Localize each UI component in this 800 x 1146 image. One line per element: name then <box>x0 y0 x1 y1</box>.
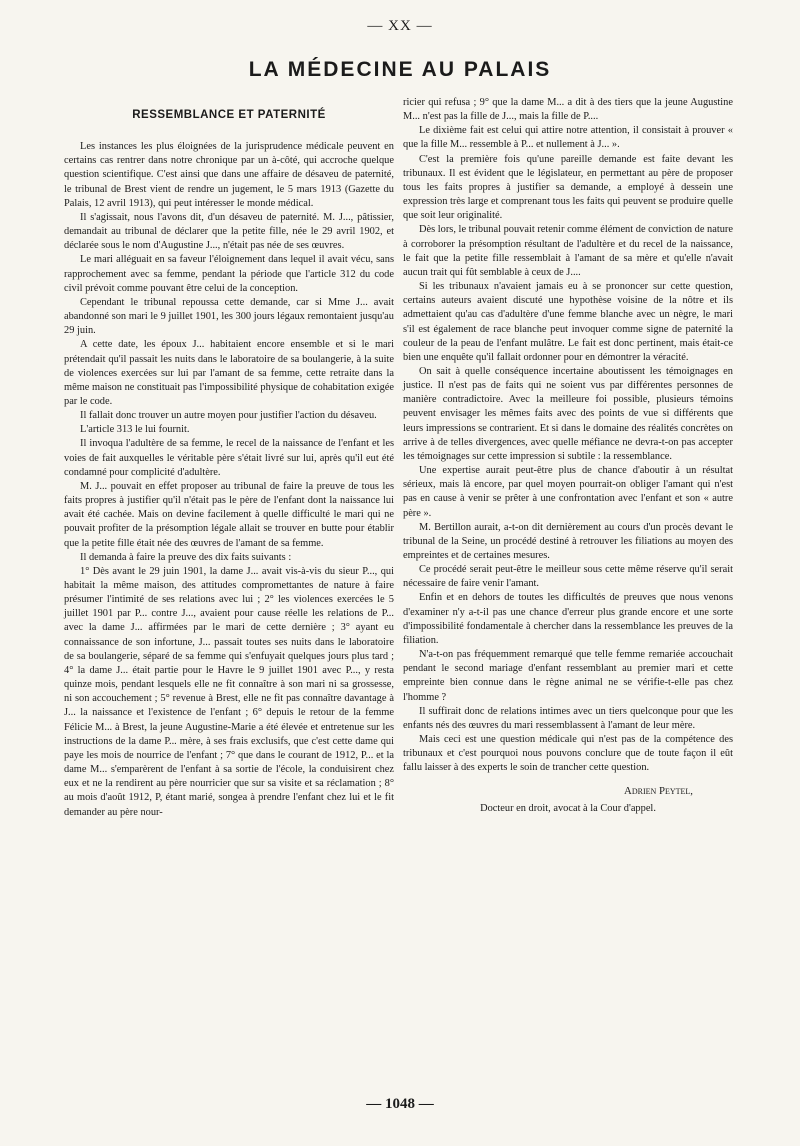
paragraph: Une expertise aurait peut-être plus de chance d'aboutir à un résultat sérieux, mais là encore, par quel moyen pourrait-on obliger l'amant qui n'est pas en cause à venir se prêter à une confrontation avec l'enfant et son « autre père ». <box>403 465 733 519</box>
left-column <box>64 96 394 820</box>
paragraph: 1° Dès avant le 29 juin 1901, la dame J... avait vis-à-vis du sieur P..., qui habitait la même maison, des attitudes compromettantes de nature à faire présumer l'intimité de ses relations avec lui ; 2° les violences exercées le 5 juillet 1901 par P... contre J..., avaient pour cause réelle les relations de P... avec la dame J... affirmées par le mari de cette dernière ; 3° ayant eu connaissance de son infortune, J... passait toutes ses nuits dans le laboratoire de sa boulangerie, séparé de sa femme qui s'enfuyait quelques jours plus tard ; 4° la dame J... était partie pour le Havre le 9 juillet 1901 avec P..., y resta quinze mois, pendant lesquels elle ne fit connaître à son mari ni sa grossesse, ni son accouchement ; 5° revenue à Brest, elle ne fit pas connaître davantage à J... la naissance et l'existence de l'enfant ; 6° depuis le retour de la femme Félicie M... à Brest, la jeune Augustine-Marie a été élevée et entretenue sur les instructions de la dame P... mère, à ses frais exclusifs, que c'est cette dame qui paye les mois de nourrice de l'enfant ; 7° que dans le courant de 1912, P... et la dame M... s'emparèrent de l'enfant à sa sortie de l'école, la conduisirent chez eux et ne la rendirent au père nourricier que sur sa visite et sa réclamation ; 8° au mois d'août 1912, P, étant marié, songea à prendre l'enfant chez lui et le fit demander au père nour- <box>64 565 394 818</box>
paragraph: Les instances les plus éloignées de la jurisprudence médicale peuvent en certains cas rentrer dans notre chronique par un à-côté, qui accroche quelque question scientifique. C'est ainsi que dans une affaire de désaveu de paternité, le tribunal de Brest vient de rendre un jugement, le 5 mars 1913 (Gazette du Palais, 12 avril 1913), qui peut intéresser le monde médical. <box>64 141 394 209</box>
paragraph: Le dixième fait est celui qui attire notre attention, il consistait à prouver « que la fille M... ressemble à P... et nullement à J... ». <box>403 125 733 151</box>
paragraph: Le mari alléguait en sa faveur l'éloignement dans lequel il avait vécu, sans rapprochement avec sa femme, pendant la période que l'article 312 du code civil prévoit comme pouvant être celui de la conception. <box>64 254 394 294</box>
paragraph: M. J... pouvait en effet proposer au tribunal de faire la preuve de tous les faits propres à justifier qu'il n'était pas le père de l'enfant dont la naissance lui avait été cachée. Mais on devine facilement à quelle difficulté le mari qui ne pouvait profiter de la présomption légale allait se trouver en butte pour établir que la petite fille était née des œuvres de l'amant de sa femme. <box>64 480 394 549</box>
roman-folio: — XX — <box>367 18 433 34</box>
paragraph: M. Bertillon aurait, a-t-on dit dernièrement au cours d'un procès devant le tribunal de la Seine, un procédé destiné à retrouver les filiations au moyen des empreintes et de certaines mesures. <box>403 521 733 561</box>
paragraph: N'a-t-on pas fréquemment remarqué que telle femme remariée accouchait pendant le second mariage d'enfant ressemblant au premier mari et cette empreinte bien connue dans le règne animal ne se vérifie-t-elle pas chez l'homme ? <box>403 649 733 703</box>
paragraph: A cette date, les époux J... habitaient encore ensemble et si le mari prétendait qu'il passait les nuits dans le laboratoire de sa boulangerie, à la suite de violences exercées sur lui par l'amant de sa femme, cette retraite dans la même maison ne constituait pas l'impossibilité physique de cohabitation exigée par le code. <box>64 339 394 407</box>
paragraph: Il s'agissait, nous l'avons dit, d'un désaveu de paternité. M. J..., pâtissier, demandait au tribunal de déclarer que la petite fille, née le 29 avril 1902, et déclarée sous le nom d'Augustine J..., n'était pas née de ses œuvres. <box>64 211 394 252</box>
author-signature: Adrien Peytel, <box>624 784 693 797</box>
paragraph: L'article 313 le lui fournit. <box>80 424 190 436</box>
paragraph: Dès lors, le tribunal pouvait retenir comme élément de conviction de nature à corroborer la présomption résultant de l'adultère et du recel de la naissance, le fait que la petite fille ressemblait à l'amant de sa mère et qu'elle n'avait aucun trait qui fût semblable à ceux de J.... <box>403 224 733 278</box>
paragraph: Il suffirait donc de relations intimes avec un tiers quelconque pour que les enfants nés des œuvres du mari ressemblassent à l'amant de leur mère. <box>403 705 733 731</box>
article-title: RESSEMBLANCE ET PATERNITÉ <box>132 109 326 121</box>
section-masthead: LA MÉDECINE AU PALAIS <box>248 58 552 81</box>
paragraph: C'est la première fois qu'une pareille demande est faite devant les tribunaux. Il est évident que le législateur, en permettant au père de proposer tous les faits propres à justifier sa demande, a employé à dessein une expression très large et comprenant tous les faits qui peuvent se produire quelle que soit leur originalité. <box>403 153 733 222</box>
paragraph: Ce procédé serait peut-être le meilleur sous cette même réserve qu'il serait nécessaire de faire venir l'amant. <box>403 564 733 590</box>
paragraph: Il demanda à faire la preuve des dix faits suivants : <box>80 551 292 563</box>
author-credentials: Docteur en droit, avocat à la Cour d'appel. <box>480 802 656 814</box>
page-number: — 1048 — <box>366 1096 434 1112</box>
paragraph: Cependant le tribunal repoussa cette demande, car si Mme J... avait abandonné son mari le 9 juillet 1901, les 300 jours légaux remontaient jusqu'au 29 juin. <box>64 296 394 337</box>
paragraph: On sait à quelle conséquence incertaine aboutissent les témoignages en justice. Il n'est pas de faits qui ne soient vus par différentes personnes de manière contradictoire. Avec la meilleure foi possible, plusieurs témoins peuvent envisager les mêmes faits avec des points de vue si différents que leurs impressions se contrarient. Et si dans le domaine des réalités concrètes on arrive à de telles divergences, avec quelle méfiance ne devra-t-on pas accepter les témoignages sur cette impression si subtile : la ressemblance. <box>403 365 733 462</box>
paragraph: Si les tribunaux n'avaient jamais eu à se prononcer sur cette question, certains auteurs avaient discuté une hypothèse voisine de la nôtre et ils admettaient qu'au cas d'adultère d'une femme blanche avec un nègre, le mari s'il est également de race blanche peut invoquer comme signe de paternité la couleur de la peau de l'enfant mulâtre. Le fait est donc pertinent, mais était-ce bien une enquête qu'il fallait ordonner pour en démontrer la véracité. <box>403 281 733 363</box>
paragraph: Il invoqua l'adultère de sa femme, le recel de la naissance de l'enfant et les voies de fait auxquelles le véritable père s'était livré sur lui, après qu'il eut été condamné pour complicité d'adultère. <box>64 438 394 478</box>
paragraph: ricier qui refusa ; 9° que la dame M... a dit à des tiers que la jeune Augustine M... n'est pas la fille de J..., mais la fille de P.... <box>403 97 733 123</box>
paragraph: Il fallait donc trouver un autre moyen pour justifier l'action du désaveu. <box>80 410 377 422</box>
right-column <box>403 96 733 816</box>
paragraph: Mais ceci est une question médicale qui n'est pas de la compétence des tribunaux et c'est pourquoi nous pouvons conclure que de toute façon il eût fallu laisser à des experts le soin de trancher cette question. <box>403 734 733 774</box>
paragraph: Enfin et en dehors de toutes les difficultés de preuves que nous venons d'examiner n'y a-t-il pas une chance d'erreur plus grande encore et une sorte d'impossibilité fondamentale à chercher dans la ressemblance les preuves de la filiation. <box>403 592 733 646</box>
